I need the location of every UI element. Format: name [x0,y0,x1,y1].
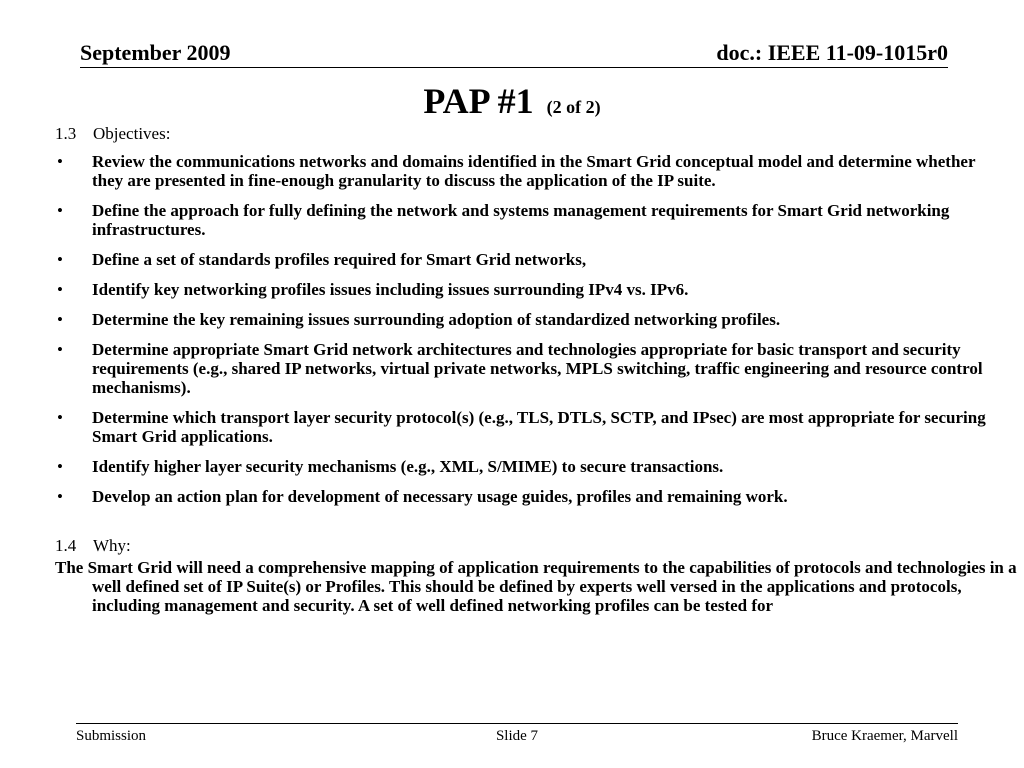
slide-title-main: PAP #1 [423,81,534,121]
slide-title [0,80,1024,122]
why-number: 1.4 [55,536,77,555]
objective-item: • Define a set of standards profiles required for Smart Grid networks, [57,250,587,269]
objectives-heading [55,124,170,144]
objective-item: • Determine appropriate Smart Grid network architectures and technologies appropriate for basic transport and security requirements (e.g., shared IP networks, virtual private networks, MPLS switching, traffic engineering and resource control mechanisms). [57,340,983,397]
bullet-icon: • [57,340,63,359]
bullet-icon: • [57,457,63,476]
objectives-label: Objectives: [93,124,171,143]
objectives-list [55,152,1000,517]
bullet-icon: • [57,201,63,220]
objective-item: • Determine which transport layer security protocol(s) (e.g., TLS, DTLS, SCTP, and IPsec) are most appropriate for securing Smart Grid applications. [57,408,986,446]
objective-item: • Identify higher layer security mechanisms (e.g., XML, S/MIME) to secure transactions. [57,457,724,476]
why-label: Why: [93,536,131,555]
objective-item: • Review the communications networks and domains identified in the Smart Grid conceptual model and determine whether they are presented in fine-enough granularity to discuss the application of the IP suite. [57,152,976,190]
why-heading [55,536,131,556]
bullet-icon: • [57,408,63,427]
why-paragraph: The Smart Grid will need a comprehensive mapping of application requirements to the capabilities of protocols and technologies in a well defined set of IP Suite(s) or Profiles. This should be defined by experts well versed in the applications and protocols, including management and security. A set of well defined networking profiles can be tested for [55,558,1017,615]
objective-item: • Identify key networking profiles issues including issues surrounding IPv4 vs. IPv6. [57,280,689,299]
bullet-icon: • [57,310,63,329]
objectives-number: 1.3 [55,124,77,143]
bullet-icon: • [57,250,63,269]
footer-divider [76,723,958,724]
slide-title-sub: (2 of 2) [546,97,601,117]
objective-item: • Develop an action plan for development of necessary usage guides, profiles and remaining work. [57,487,788,506]
bullet-icon: • [57,152,63,171]
bullet-icon: • [57,487,63,506]
header-date: September 2009 [80,40,231,65]
footer-author: Bruce Kraemer, Marvell [811,728,958,744]
objective-item: • Determine the key remaining issues surrounding adoption of standardized networking profiles. [57,310,781,329]
header-divider [80,67,948,68]
objective-item: • Define the approach for fully defining the network and systems management requirements for Smart Grid networking infrastructures. [57,201,950,239]
footer-slide-number: Slide 7 [495,728,539,744]
footer-submission: Submission [76,728,147,744]
header-doc-id: doc.: IEEE 11-09-1015r0 [716,40,948,65]
bullet-icon: • [57,280,63,299]
